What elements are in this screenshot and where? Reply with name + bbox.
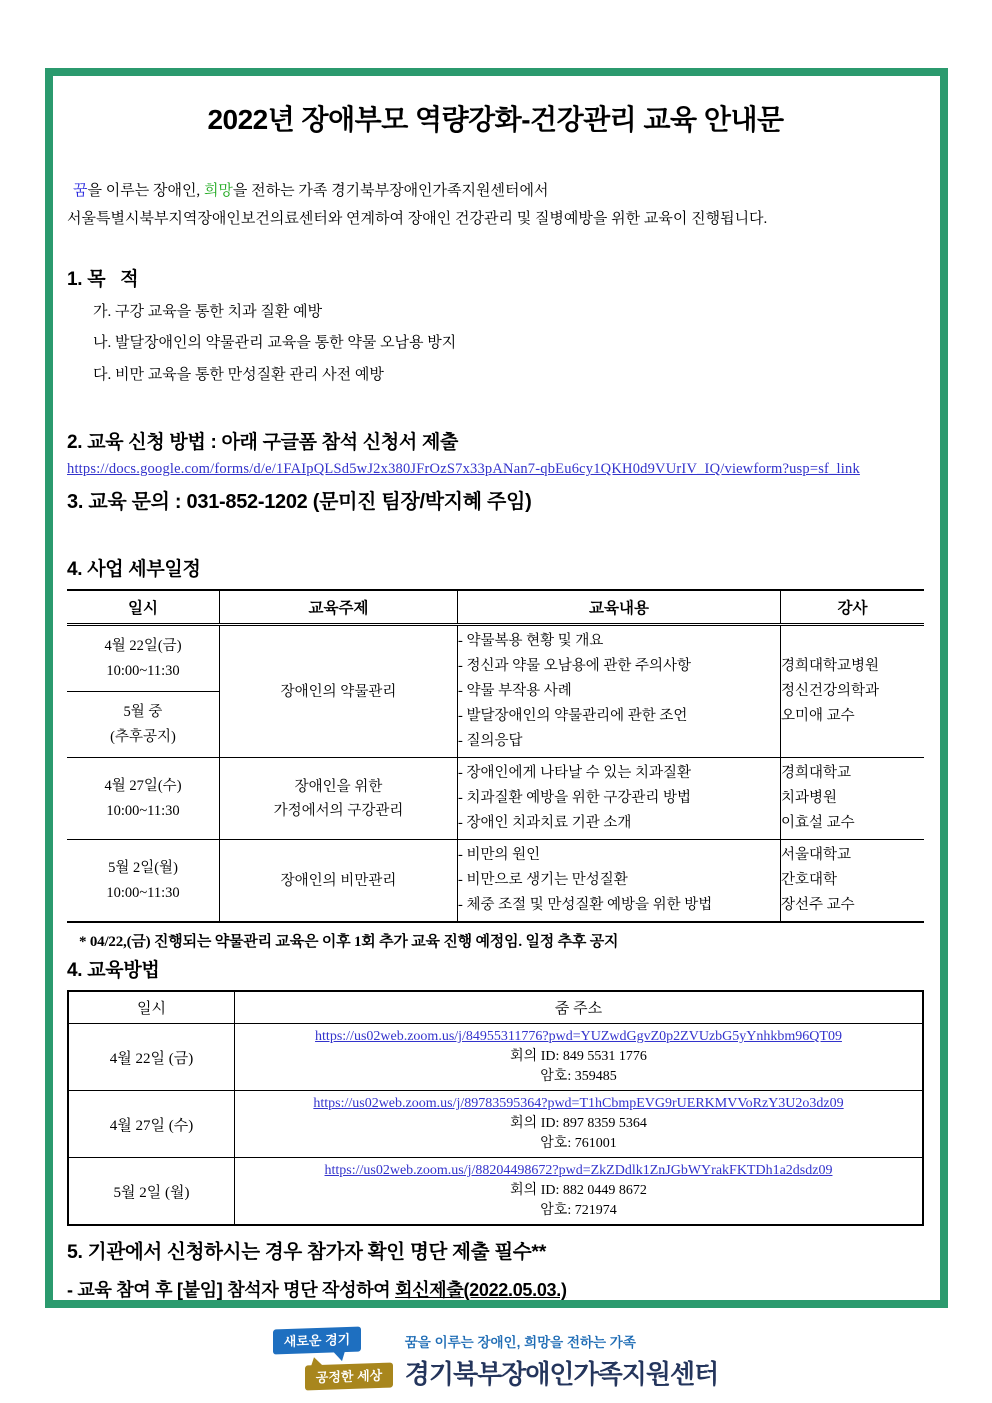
- table-row: [67, 758, 924, 840]
- content-line: - 정신과 약물 오남용에 관한 주의사항: [458, 658, 692, 674]
- col-header-topic: 교육주제: [220, 590, 458, 625]
- time-line: 10:00~11:30: [106, 802, 180, 819]
- document-green-frame: [45, 68, 948, 1389]
- content-line: - 장애인에게 나타날 수 있는 치과질환: [458, 765, 692, 781]
- purpose-item: 다. 비만 교육을 통한 만성질환 관리 사전 예방: [93, 366, 384, 383]
- zoom-date-cell: 4월 27일 (수): [68, 1091, 235, 1158]
- org-tagline: 꿈을 이루는 장애인, 희망을 전하는 가족: [404, 1335, 636, 1350]
- schedule-topic-cell: [220, 758, 458, 840]
- schedule-note: * 04/22,(금) 진행되는 약물관리 교육은 이후 1회 추가 교육 진행 예정임. 일정 추후 공지: [79, 934, 619, 950]
- intro-line-1-mid: 을 이루는 장애인,: [87, 183, 204, 199]
- document-body: [53, 76, 940, 1394]
- date-line: 4월 27일(수): [104, 777, 182, 794]
- col-header-datetime: 일시: [67, 590, 220, 625]
- content-line: - 장애인 치과치료 기관 소개: [458, 815, 632, 831]
- hope-word: 희망: [203, 183, 233, 199]
- schedule-instructor-cell: [781, 758, 925, 840]
- org-logo: [67, 1328, 924, 1394]
- table-row: [67, 840, 924, 923]
- dream-word: 꿈: [73, 183, 88, 199]
- schedule-date-cell: [67, 625, 220, 692]
- zoom-meeting-link[interactable]: https://us02web.zoom.us/j/88204498672?pwd=ZkZDdlk1ZnJGbWYrakFKTDh1a2dsdz09: [324, 1163, 833, 1178]
- instructor-line: 간호대학: [781, 872, 838, 888]
- purpose-item: 나. 발달장애인의 약물관리 교육을 통한 약물 오남용 방지: [93, 335, 457, 351]
- meeting-password: 암호: 761001: [540, 1136, 617, 1151]
- zoom-meeting-link[interactable]: https://us02web.zoom.us/j/89783595364?pwd=T1hCbmpEVG9rUERKMVVoRzY3U2o3dz09: [313, 1096, 844, 1111]
- zoom-date-cell: 4월 22일 (금): [68, 1024, 235, 1091]
- meeting-password: 암호: 721974: [540, 1203, 617, 1218]
- zoom-address-cell: [235, 1158, 924, 1226]
- instructor-line: 경희대학교병원: [781, 658, 880, 674]
- notice-subline-text: - 교육 참여 후 [붙임] 참석자 명단 작성하여: [67, 1280, 396, 1300]
- content-line: - 질의응답: [458, 733, 523, 749]
- zoom-meeting-link[interactable]: https://us02web.zoom.us/j/84955311776?pwd=YUZwdGgvZ0p2ZVUzbG5yYnhkbm96QT09: [315, 1029, 842, 1044]
- table-row: [67, 625, 924, 692]
- date-line: 4월 22일(금): [104, 637, 182, 654]
- org-logo-text: [405, 1331, 719, 1391]
- date-line: 5월 중: [123, 703, 163, 720]
- schedule-contents-cell: [458, 840, 781, 923]
- schedule-table: [67, 589, 924, 923]
- instructor-line: 이효설 교수: [781, 815, 855, 831]
- content-line: - 발달장애인의 약물관리에 관한 조언: [458, 708, 688, 724]
- content-line: - 약물복용 현황 및 개요: [458, 633, 604, 649]
- schedule-topic-cell: 장애인의 약물관리: [220, 625, 458, 758]
- schedule-topic-cell: 장애인의 비만관리: [220, 840, 458, 923]
- table-row: [68, 1158, 923, 1226]
- meeting-id: 회의 ID: 897 8359 5364: [510, 1116, 647, 1131]
- col-header-zoom-address: 줌 주소: [235, 991, 924, 1024]
- section-notice-heading: 5. 기관에서 신청하시는 경우 참가자 확인 명단 제출 필수**: [67, 1241, 546, 1263]
- schedule-header-row: [67, 590, 924, 625]
- org-name: 경기북부장애인가족지원센터: [404, 1359, 719, 1389]
- intro-line-2: 서울특별시북부지역장애인보건의료센터와 연계하여 장애인 건강관리 및 질병예방을 위한 교육이 진행됩니다.: [67, 210, 768, 227]
- col-header-date: 일시: [68, 991, 235, 1024]
- content-line: - 비만의 원인: [458, 847, 541, 863]
- instructor-line: 오미애 교수: [781, 708, 855, 724]
- instructor-line: 서울대학교: [781, 847, 852, 863]
- instructor-line: 경희대학교: [781, 765, 852, 781]
- time-line: 10:00~11:30: [106, 662, 180, 679]
- instructor-line: 치과병원: [781, 790, 838, 806]
- date-line: 5월 2일(월): [108, 859, 178, 876]
- zoom-date-cell: 5월 2일 (월): [68, 1158, 235, 1226]
- gyeonggi-logo-mark: [273, 1328, 393, 1394]
- instructor-line: 장선주 교수: [781, 897, 855, 913]
- zoom-address-cell: [235, 1024, 924, 1091]
- table-row: [68, 1024, 923, 1091]
- purpose-list: [67, 297, 924, 392]
- schedule-date-cell: [67, 840, 220, 923]
- content-line: - 체중 조절 및 만성질환 예방을 위한 방법: [458, 897, 713, 913]
- meeting-id: 회의 ID: 849 5531 1776: [510, 1049, 647, 1064]
- logo-tag-gold: 공정한 세상: [305, 1362, 393, 1390]
- intro-line-1: [67, 178, 924, 206]
- reply-deadline: 회신제출(2022.05.03.): [395, 1280, 567, 1300]
- page-title: 2022년 장애부모 역량강화-건강관리 교육 안내문: [207, 104, 784, 135]
- instructor-line: 정신건강의학과: [781, 683, 880, 699]
- zoom-address-cell: [235, 1091, 924, 1158]
- topic-line: 가정에서의 구강관리: [273, 802, 404, 819]
- section-apply-heading: 2. 교육 신청 방법 : 아래 구글폼 참석 신청서 제출: [67, 432, 459, 453]
- intro-line-1-rest: 을 전하는 가족 경기북부장애인가족지원센터에서: [232, 183, 549, 199]
- content-line: - 치과질환 예방을 위한 구강관리 방법: [458, 790, 692, 806]
- content-line: - 약물 부작용 사례: [458, 683, 572, 699]
- time-line: 10:00~11:30: [106, 884, 180, 901]
- intro-paragraph: [67, 178, 924, 234]
- schedule-contents-cell: [458, 758, 781, 840]
- section-contact-heading: 3. 교육 문의 : 031-852-1202 (문미진 팀장/박지혜 주임): [67, 491, 532, 513]
- notice-subline: [67, 1276, 924, 1302]
- schedule-instructor-cell: [781, 840, 925, 923]
- schedule-date-cell: [67, 758, 220, 840]
- zoom-table: [67, 990, 924, 1226]
- section-schedule-heading: 4. 사업 세부일정: [67, 559, 201, 580]
- section-method-heading: 4. 교육방법: [67, 960, 160, 981]
- meeting-id: 회의 ID: 882 0449 8672: [510, 1183, 647, 1198]
- logo-tag-blue: 새로운 경기: [273, 1326, 361, 1354]
- google-form-link[interactable]: https://docs.google.com/forms/d/e/1FAIpQLSd5wJ2x380JFrOzS7x33pANan7-qbEu6cy1QKH0d9VUrIV_IQ/viewform?usp=sf_link: [67, 461, 860, 477]
- table-row: [68, 1091, 923, 1158]
- schedule-contents-cell: [458, 625, 781, 758]
- content-line: - 비만으로 생기는 만성질환: [458, 872, 628, 888]
- zoom-header-row: [68, 991, 923, 1024]
- purpose-item: 가. 구강 교육을 통한 치과 질환 예방: [93, 303, 323, 320]
- schedule-date-cell: [67, 692, 220, 758]
- col-header-instructor: 강사: [781, 590, 925, 625]
- col-header-contents: 교육내용: [458, 590, 781, 625]
- section-purpose-heading: 1. 목 적: [67, 268, 139, 290]
- date-line: (추후공지): [110, 728, 176, 745]
- meeting-password: 암호: 359485: [540, 1069, 617, 1084]
- topic-line: 장애인을 위한: [294, 778, 383, 795]
- schedule-instructor-cell: [781, 625, 925, 758]
